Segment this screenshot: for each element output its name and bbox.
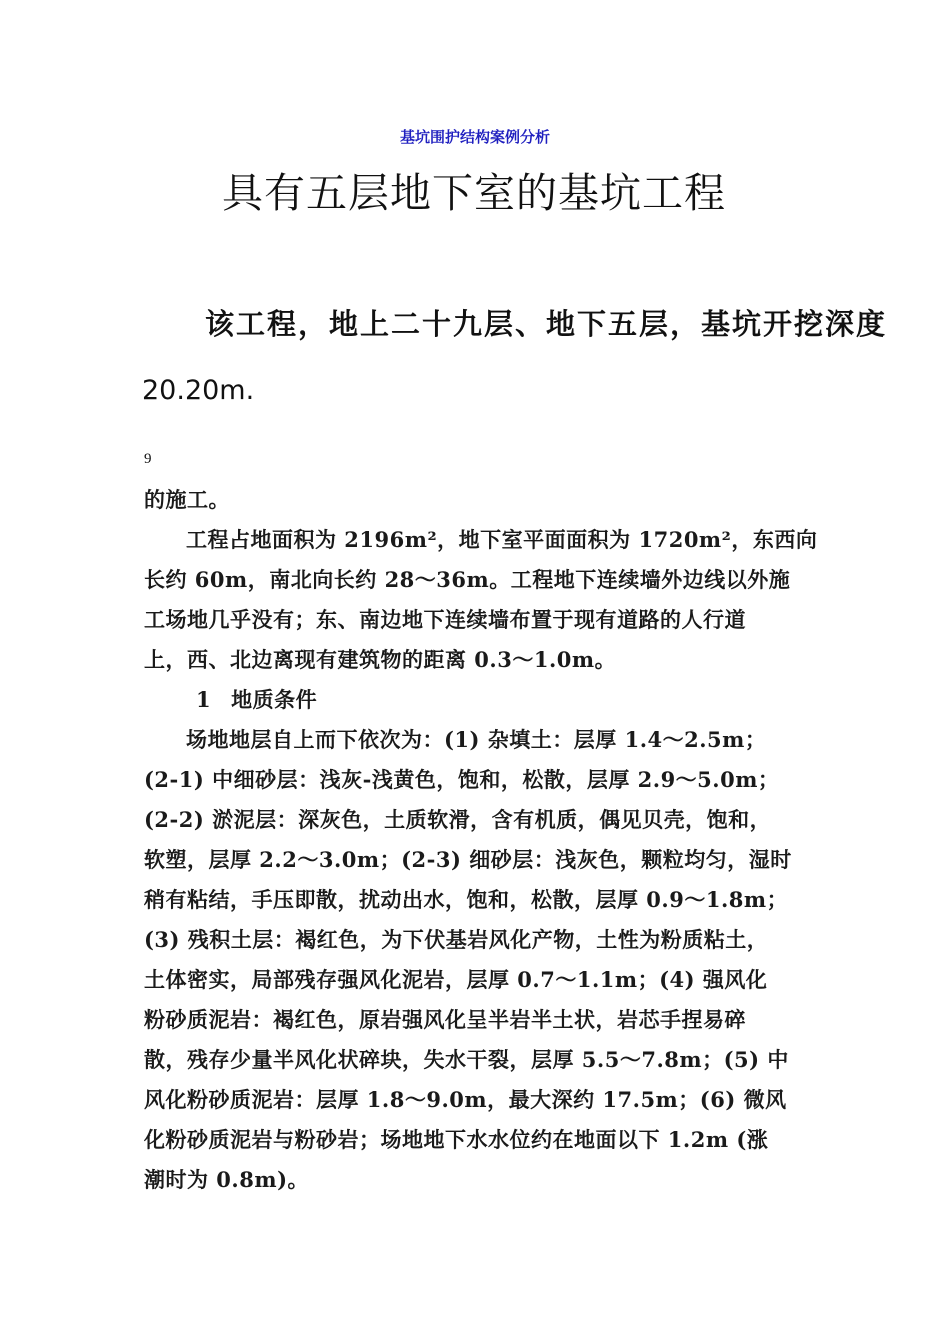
paragraph-geology	[144, 720, 879, 1200]
paragraph-line: 上，西、北边离现有建筑物的距离 0.3～1.0m。	[144, 647, 617, 672]
continuation-line: 的施工。	[144, 487, 230, 512]
section-title: 地质条件	[231, 687, 318, 712]
paragraph-line: 长约 60m，南北向长约 28～36m。工程地下连续墙外边线以外施	[144, 567, 791, 592]
header-link-title[interactable]: 基坑围护结构案例分析	[399, 128, 550, 146]
paragraph-line: 土体密实，局部残存强风化泥岩，层厚 0.7～1.1m；(4) 强风化	[144, 967, 768, 992]
paragraph-line: 工场地几乎没有；东、南边地下连续墙布置于现有道路的人行道	[144, 607, 746, 632]
section-number: 1	[196, 687, 212, 712]
paragraph-line: 稍有粘结，手压即散，扰动出水，饱和，松散，层厚 0.9～1.8m；	[144, 887, 789, 912]
paragraph-line: 化粉砂质泥岩与粉砂岩；场地地下水水位约在地面以下 1.2m (涨	[144, 1127, 769, 1152]
section-heading	[144, 680, 879, 720]
page-number: 9	[144, 451, 152, 467]
intro-depth: 20.20m.	[142, 375, 255, 406]
paragraph-line: 散，残存少量半风化状碎块，失水干裂，层厚 5.5～7.8m；(5) 中	[144, 1047, 789, 1072]
paragraph-line: (2-1) 中细砂层：浅灰-浅黄色，饱和，松散，层厚 2.9～5.0m；	[144, 767, 780, 792]
paragraph-line: (2-2) 淤泥层：深灰色，土质软滑，含有机质，偶见贝壳，饱和，	[144, 807, 772, 832]
paragraph-line: 粉砂质泥岩：褐红色，原岩强风化呈半岩半土状，岩芯手捏易碎	[144, 1007, 746, 1032]
intro-line: 该工程，地上二十九层、地下五层，基坑开挖深度	[205, 307, 888, 341]
paragraph-line: 风化粉砂质泥岩：层厚 1.8～9.0m，最大深约 17.5m；(6) 微风	[144, 1087, 787, 1112]
paragraph-line: 软塑，层厚 2.2～3.0m；(2-3) 细砂层：浅灰色，颗粒均匀，湿时	[144, 847, 792, 872]
paragraph-line: 场地地层自上而下依次为：(1) 杂填土：层厚 1.4～2.5m；	[186, 727, 767, 752]
scanned-text-block	[144, 480, 879, 1200]
paragraph-site-overview	[144, 520, 879, 680]
paragraph-line: 潮时为 0.8m)。	[144, 1167, 310, 1192]
page-title: 具有五层地下室的基坑工程	[222, 169, 726, 217]
paragraph-line: (3) 残积土层：褐红色，为下伏基岩风化产物，土性为粉质粘土，	[144, 927, 769, 952]
paragraph-line: 工程占地面积为 2196m²，地下室平面面积为 1720m²，东西向	[186, 527, 818, 552]
